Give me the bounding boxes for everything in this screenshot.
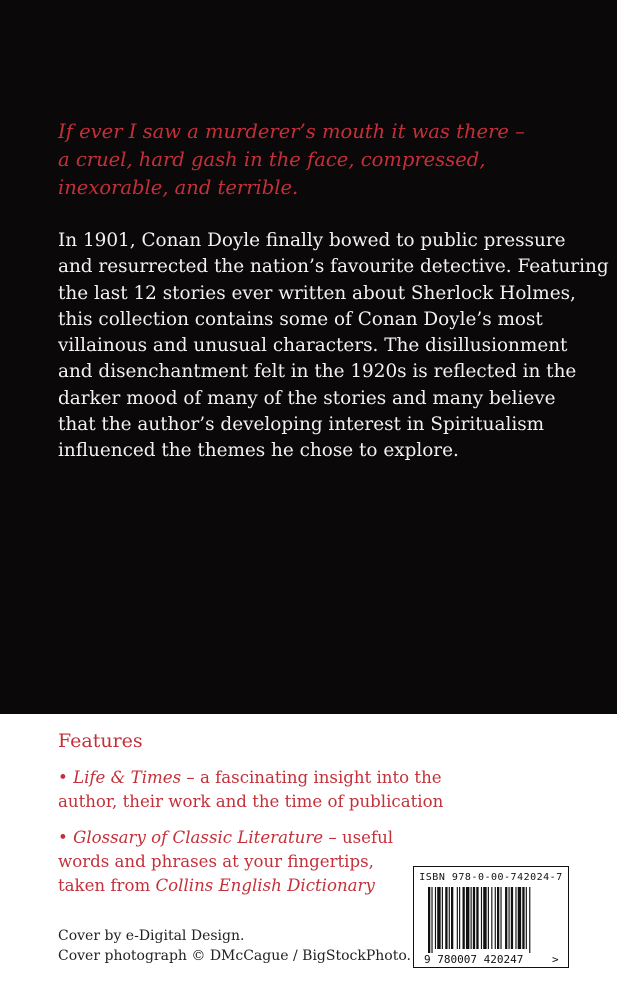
- quote-line-2: a cruel, hard gash in the face, compressed,: [58, 148, 486, 171]
- barcode-digits: 9 780007 420247: [424, 953, 524, 965]
- barcode-bars: [428, 887, 530, 953]
- barcode-bar: [442, 887, 443, 949]
- barcode-bar: [529, 887, 530, 953]
- barcode-bar: [518, 887, 521, 949]
- feature-1-text: – a fascinating insight into the: [181, 768, 442, 787]
- barcode-graphic: [422, 887, 562, 965]
- credit-photo: Cover photograph © DMcCague / BigStockPhoto.: [58, 948, 411, 964]
- barcode-bar: [431, 887, 432, 953]
- barcode-bar: [449, 887, 450, 949]
- feature-item-glossary: [58, 826, 393, 898]
- barcode-bar: [463, 887, 465, 949]
- barcode-bar: [526, 887, 527, 949]
- blurb-line-8: that the author’s developing interest in Spiritualism: [58, 414, 545, 436]
- feature-item-life-and-times: [58, 766, 443, 814]
- isbn-barcode-block: [413, 866, 569, 968]
- barcode-bar: [459, 887, 460, 949]
- blurb-line-2: and resurrected the nation’s favourite detective. Featuring: [58, 256, 609, 278]
- feature-2-line-2: words and phrases at your fingertips,: [58, 852, 374, 871]
- blurb-line-9: influenced the themes he chose to explore.: [58, 440, 459, 462]
- barcode-bar: [497, 887, 499, 949]
- barcode-bar: [445, 887, 447, 949]
- quote-line-3: inexorable, and terrible.: [58, 176, 299, 199]
- barcode-bar: [437, 887, 440, 949]
- barcode-bar: [471, 887, 472, 949]
- blurb-line-4: this collection contains some of Conan Doyle’s most: [58, 308, 543, 330]
- barcode-bar: [473, 887, 475, 949]
- feature-1-line-1: [58, 766, 443, 790]
- feature-2-text: – useful: [323, 828, 394, 847]
- barcode-bar: [435, 887, 436, 949]
- barcode-bar: [481, 887, 482, 949]
- barcode-bar: [511, 887, 513, 949]
- bullet: •: [58, 828, 74, 847]
- barcode-bar: [488, 887, 489, 949]
- isbn-label: ISBN 978-0-00-742024-7: [419, 872, 563, 883]
- barcode-bar: [522, 887, 524, 949]
- pull-quote: [58, 118, 578, 202]
- barcode-bar: [515, 887, 516, 949]
- barcode-bar: [476, 887, 478, 949]
- barcode-bar: [500, 887, 501, 949]
- barcode-bar: [457, 887, 458, 949]
- blurb-line-1: In 1901, Conan Doyle finally bowed to public pressure: [58, 230, 566, 251]
- feature-1-line-2: author, their work and the time of publication: [58, 792, 444, 811]
- blurb-line-5: villainous and unusual characters. The disillusionment: [58, 335, 568, 357]
- feature-2-name: Glossary of Classic Literature: [73, 828, 324, 847]
- feature-1-name: Life & Times: [73, 768, 182, 787]
- feature-2-line-1: [58, 826, 393, 850]
- blurb-line-7: darker mood of many of the stories and many believe: [58, 387, 556, 409]
- barcode-bar: [509, 887, 510, 949]
- quote-line-1: If ever I saw a murderer’s mouth it was there –: [58, 120, 525, 143]
- credit-design: Cover by e-Digital Design.: [58, 928, 245, 944]
- barcode-bar: [451, 887, 453, 949]
- barcode-bar: [505, 887, 507, 949]
- barcode-bar: [483, 887, 486, 949]
- feature-2-line-3: [58, 874, 393, 898]
- bullet: •: [58, 768, 74, 787]
- blurb-line-6: and disenchantment felt in the 1920s is reflected in the: [58, 361, 577, 383]
- dictionary-title: Collins English Dictionary: [155, 876, 375, 895]
- barcode-bar: [491, 887, 492, 949]
- book-blurb: [58, 228, 609, 465]
- cover-credits: [58, 926, 411, 966]
- barcode-end-mark: >: [552, 953, 559, 965]
- barcode-bar: [428, 887, 430, 953]
- blurb-line-3: the last 12 stories ever written about Sherlock Holmes,: [58, 282, 576, 304]
- features-heading: Features: [58, 730, 143, 752]
- barcode-bar: [466, 887, 469, 949]
- barcode-bar: [495, 887, 496, 949]
- feature-2-line-3-prefix: taken from: [58, 876, 156, 895]
